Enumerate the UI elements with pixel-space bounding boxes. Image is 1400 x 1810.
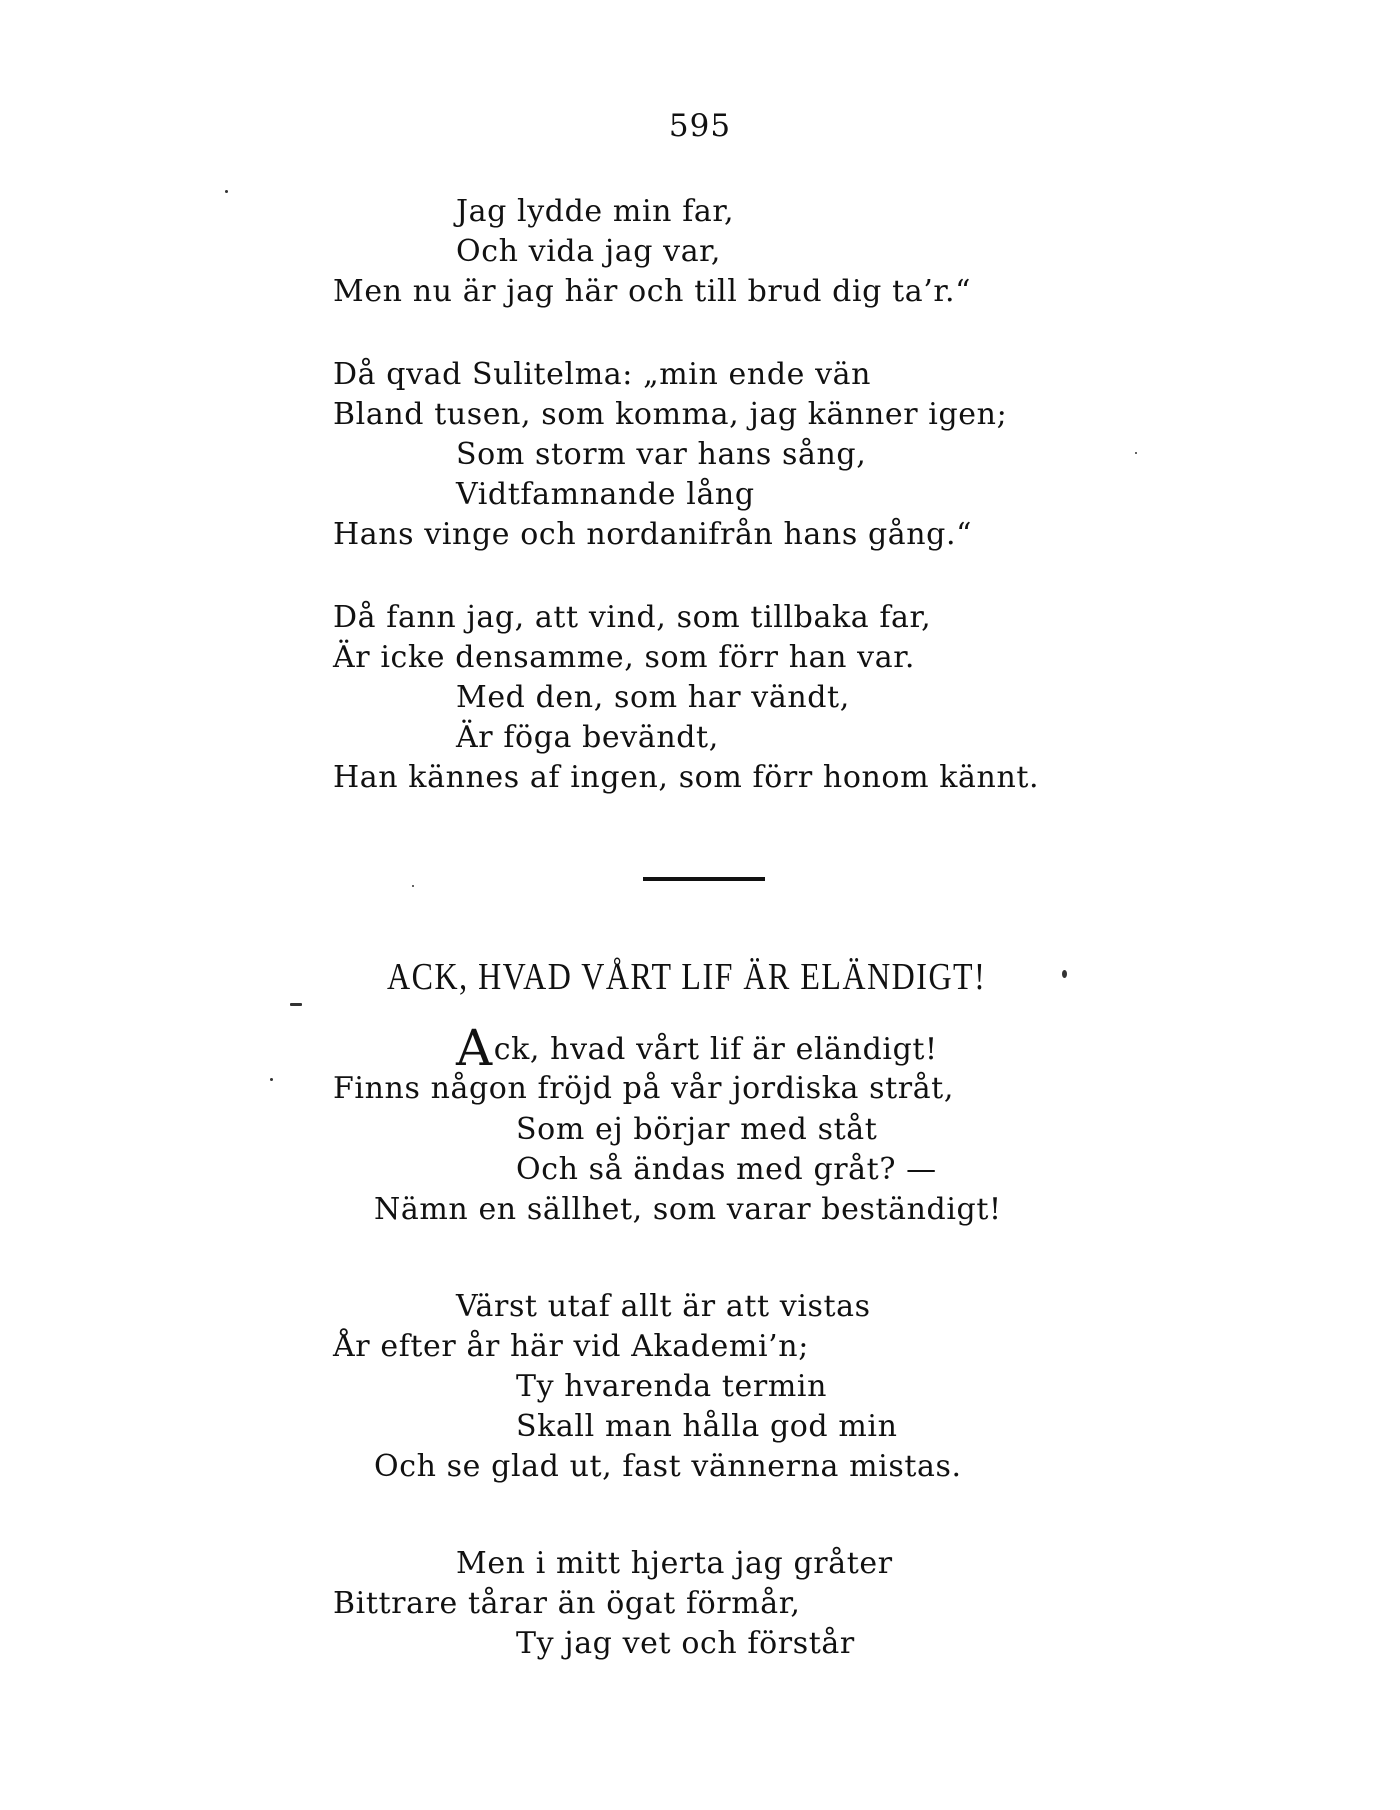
print-speck — [225, 190, 228, 193]
verse-line: Då qvad Sulitelma: „min ende vän — [333, 357, 872, 392]
verse-line: Är icke densamme, som förr han var. — [333, 640, 915, 675]
verse-line: Han kännes af ingen, som förr honom kännt. — [333, 760, 1040, 795]
page-number: 595 — [668, 108, 732, 144]
print-speck — [270, 1078, 273, 1081]
first-line-text: ck, hvad vårt lif är eländigt! — [493, 1032, 938, 1067]
drop-initial: A — [456, 1019, 493, 1077]
print-speck — [1062, 970, 1067, 978]
verse-line: Och så ändas med gråt? — — [516, 1152, 937, 1187]
verse-line: Ty jag vet och förstår — [516, 1626, 855, 1661]
verse-line-first — [456, 1019, 938, 1077]
verse-line: Värst utaf allt är att vistas — [456, 1289, 871, 1324]
verse-line: Och vida jag var, — [456, 234, 721, 269]
verse-line: Bittrare tårar än ögat förmår, — [333, 1586, 801, 1621]
verse-line: Med den, som har vändt, — [456, 680, 850, 715]
verse-line: Är föga bevändt, — [456, 720, 719, 755]
verse-line: Jag lydde min far, — [456, 194, 735, 229]
verse-line: Bland tusen, som komma, jag känner igen; — [333, 397, 1008, 432]
print-speck — [1135, 452, 1137, 454]
verse-line: Hans vinge och nordanifrån hans gång.“ — [333, 517, 973, 552]
verse-line: Då fann jag, att vind, som tillbaka far, — [333, 600, 932, 635]
verse-line: Och se glad ut, fast vännerna mistas. — [374, 1449, 962, 1484]
print-speck — [412, 885, 414, 887]
verse-line: Men nu är jag här och till brud dig ta’r.“ — [333, 274, 972, 309]
verse-line: År efter år här vid Akademi’n; — [333, 1329, 809, 1364]
poem-title: ACK, HVAD VÅRT LIF ÄR ELÄNDIGT! — [387, 955, 987, 998]
verse-line: Finns någon fröjd på vår jordiska stråt, — [333, 1071, 954, 1106]
verse-line: Nämn en sällhet, som varar beständigt! — [374, 1192, 1002, 1227]
section-divider — [643, 877, 765, 881]
verse-line: Ty hvarenda termin — [516, 1369, 828, 1404]
verse-line: Men i mitt hjerta jag gråter — [456, 1546, 893, 1581]
verse-line: Som ej börjar med ståt — [516, 1112, 878, 1147]
verse-line: Vidtfamnande lång — [456, 477, 755, 512]
verse-line: Skall man hålla god min — [516, 1409, 898, 1444]
verse-line: Som storm var hans sång, — [456, 437, 867, 472]
print-speck — [290, 1003, 302, 1006]
